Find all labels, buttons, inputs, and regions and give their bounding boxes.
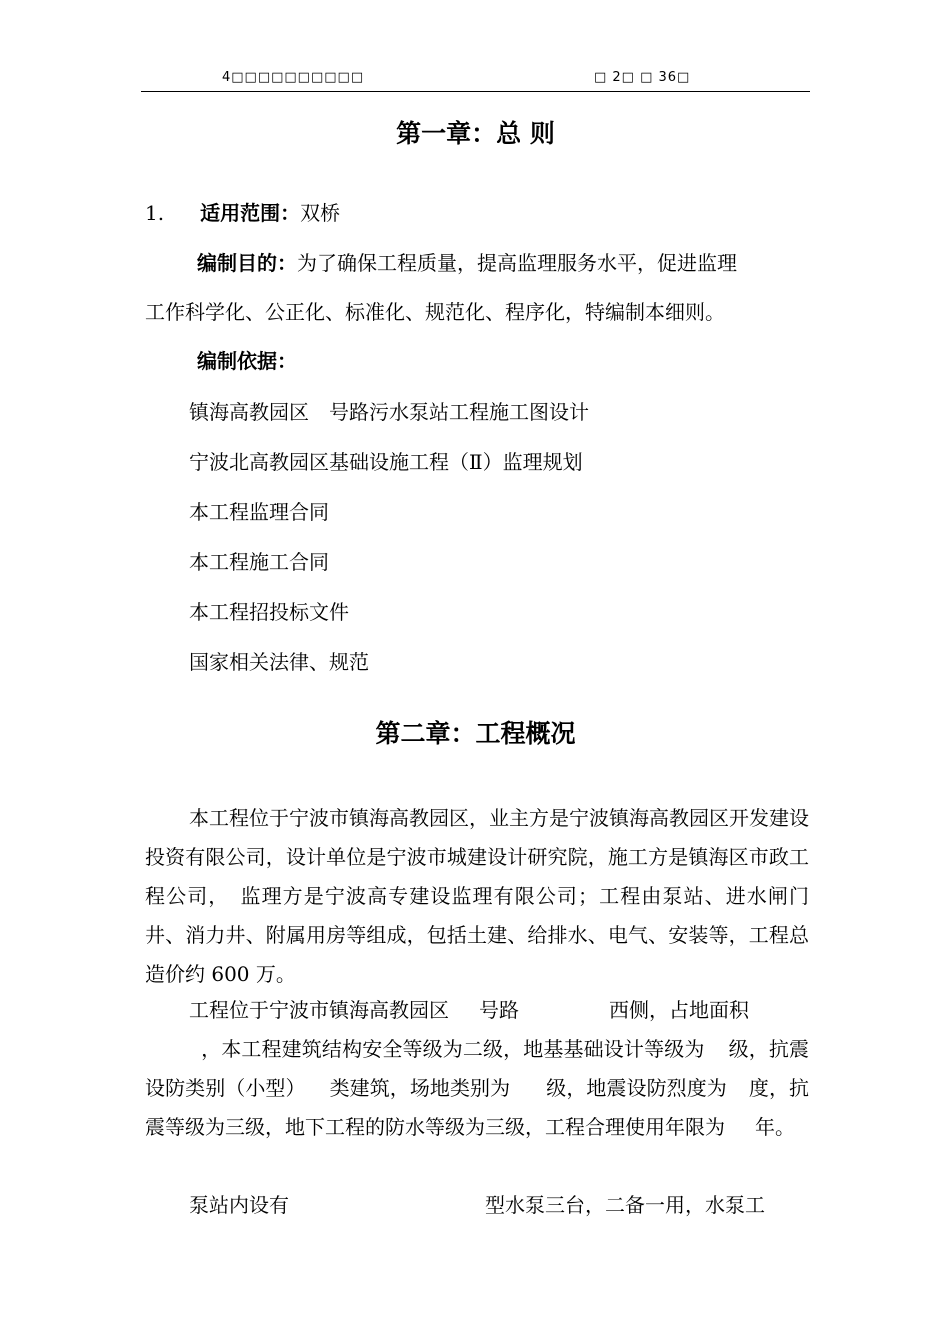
p2-text: 级，抗震设防类别（小型）: [145, 1037, 810, 1100]
p2-text: 度，抗震等级为三级，地下工程的防水等级为三级，工程合理使用年限为: [145, 1076, 810, 1139]
purpose-text-1: 为了确保工程质量，提高监理服务水平，促进监理: [297, 251, 737, 275]
purpose-label: 编制目的：: [197, 251, 297, 275]
basis-item: 本工程招投标文件: [189, 600, 349, 624]
purpose-text-2: 工作科学化、公正化、标准化、规范化、程序化，特编制本细则。: [145, 300, 725, 324]
p2-text: 西侧，占地面积: [609, 998, 749, 1022]
p2-text: 类建筑，场地类别为: [329, 1076, 511, 1100]
p2-text: 工程位于宁波市镇海高教园区: [189, 998, 449, 1022]
basis-item: 国家相关法律、规范: [189, 650, 369, 674]
scope-number: 1.: [145, 201, 165, 225]
header-rule: [141, 91, 810, 92]
p3-text: 型水泵三台，二备一用，水泵工: [485, 1193, 765, 1217]
basis-item: 本工程施工合同: [189, 550, 329, 574]
basis-item: 镇海高教园区 号路污水泵站工程施工图设计: [189, 400, 589, 424]
overview-paragraph-2: [145, 991, 809, 1147]
scope-label: 适用范围：: [200, 201, 301, 225]
chapter2-title: 第二章：工程概况: [375, 719, 576, 748]
p2-text: ，本工程建筑结构安全等级为二级，地基基础设计等级为: [201, 1037, 705, 1061]
overview-paragraph-3: [189, 1189, 765, 1218]
p3-text: 泵站内设有: [189, 1193, 289, 1217]
header-page-number: □ 2□ □ 36□: [594, 70, 691, 85]
basis-item: 宁波北高教园区基础设施工程（Ⅱ）监理规划: [189, 450, 583, 474]
p2-text: 号路: [479, 998, 519, 1022]
header-left: 4□□□□□□□□□□: [222, 70, 365, 85]
p2-text: 级，地震设防烈度为: [546, 1076, 727, 1100]
basis-item: 本工程监理合同: [189, 500, 329, 524]
overview-p1-text: 本工程位于宁波市镇海高教园区，业主方是宁波镇海高教园区开发建设投资有限公司，设计单位是宁波市城建设计研究院，施工方是镇海区市政工程公司， 监理方是宁波高专建设监理有限公司；工程由泵站、进水闸门井、消力井、附属用房等组成，包括土建、给排水、电气、安装等，工程总造价约 600 万。: [145, 806, 809, 986]
scope-value: 双桥: [300, 201, 341, 225]
basis-label: 编制依据：: [197, 349, 297, 373]
p2-text: 年。: [755, 1115, 795, 1139]
scope-line: [145, 197, 340, 226]
chapter1-title: 第一章：总 则: [396, 119, 555, 148]
purpose-line: [197, 247, 737, 276]
overview-paragraph-1: [145, 799, 809, 994]
